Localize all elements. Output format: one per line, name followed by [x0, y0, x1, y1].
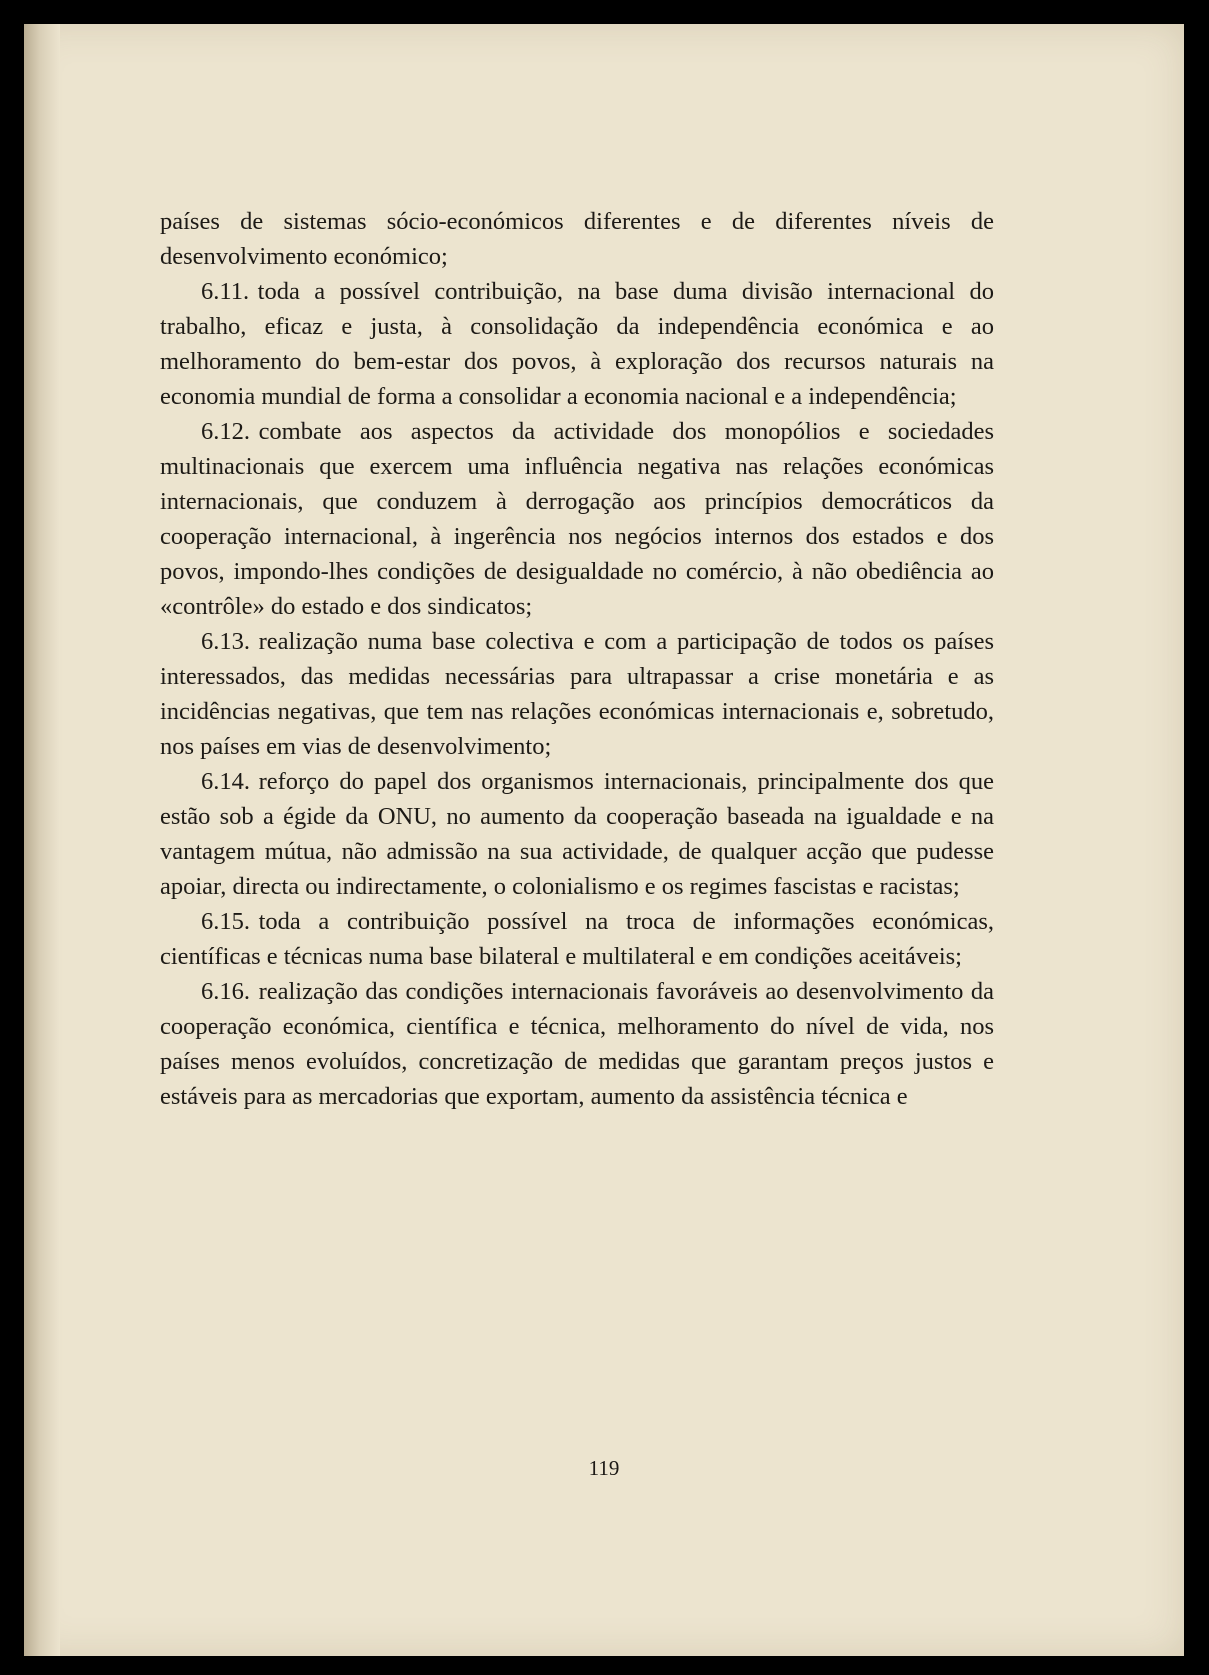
item-number: 6.16.: [201, 978, 250, 1005]
list-item-6-16: [160, 974, 994, 1114]
item-text: reforço do papel dos organismos internacionais, principalmente dos que estão sob a égide da ONU, no aumento da cooperação baseada na igualdade e na vantagem mútua, não admissão na sua actividade, de qualquer acção que pudesse apoiar, directa ou indirectamente, o colonialismo e os regimes fascistas e racistas;: [160, 768, 994, 900]
item-text: combate aos aspectos da actividade dos monopólios e sociedades multinacionais que exercem uma influência negativa nas relações económicas internacionais, que conduzem à derrogação aos princípios democráticos da cooperação internacional, à ingerência nos negócios internos dos estados e dos povos, impondo-lhes condições de desigualdade no comércio, à não obediência ao «contrôle» do estado e dos sindicatos;: [160, 418, 994, 620]
item-number: 6.13.: [201, 628, 250, 655]
item-text: realização numa base colectiva e com a participação de todos os países interessados, das medidas necessárias para ultrapassar a crise monetária e as incidências negativas, que tem nas relações económicas internacionais e, sobretudo, nos países em vias de desenvolvimento;: [160, 628, 994, 760]
item-number: 6.15.: [201, 908, 250, 935]
book-page: [24, 24, 1184, 1656]
item-text: toda a contribuição possível na troca de informações económicas, científicas e técnicas numa base bilateral e multilateral e em condições aceitáveis;: [160, 908, 994, 970]
body-text: [160, 204, 994, 1114]
list-item-6-14: [160, 764, 994, 904]
item-number: 6.11.: [201, 278, 250, 305]
list-item-6-15: [160, 904, 994, 974]
item-text: toda a possível contribuição, na base duma divisão internacional do trabalho, eficaz e justa, à consolidação da independência económica e ao melhoramento do bem-estar dos povos, à exploração dos recursos naturais na economia mundial de forma a consolidar a economia nacional e a independência;: [160, 278, 994, 410]
opening-paragraph: países de sistemas sócio-económicos diferentes e de diferentes níveis de desenvolvimento económico;: [160, 208, 994, 270]
list-item-6-12: [160, 414, 994, 624]
item-text: realização das condições internacionais favoráveis ao desenvolvimento da cooperação económica, científica e técnica, melhoramento do nível de vida, nos países menos evoluídos, concretização de medidas que garantam preços justos e estáveis para as mercadorias que exportam, aumento da assistência técnica e: [160, 978, 994, 1110]
page-number: 119: [588, 1456, 620, 1480]
item-number: 6.12.: [201, 418, 250, 445]
item-number: 6.14.: [201, 768, 250, 795]
page-gutter-shadow: [24, 24, 60, 1656]
list-item-6-13: [160, 624, 994, 764]
list-item-6-11: [160, 274, 994, 414]
